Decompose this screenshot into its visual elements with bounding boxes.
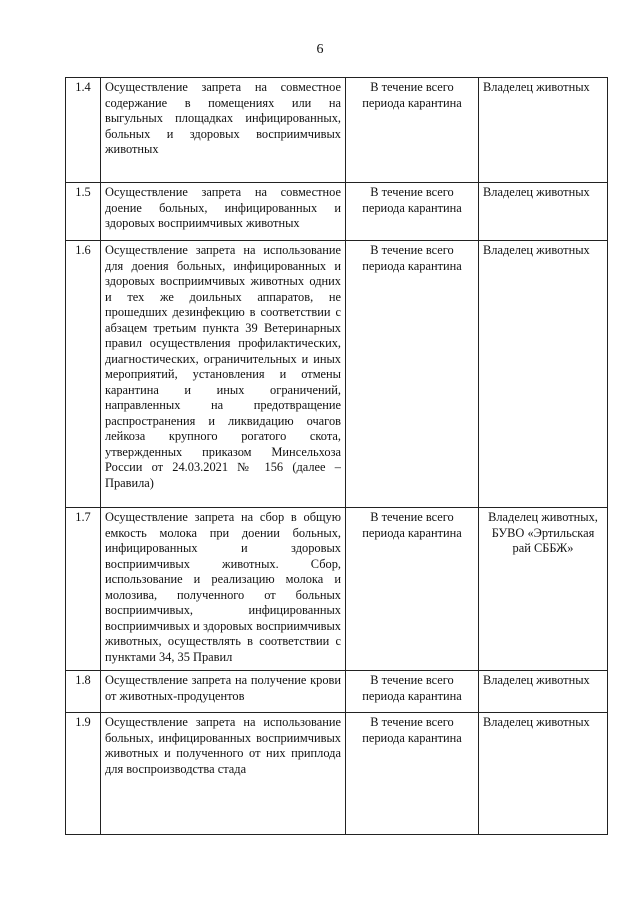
table-row bbox=[66, 241, 608, 508]
responsible-line: БУВО «Эртильская bbox=[491, 525, 595, 540]
measure-text: Осуществление запрета на использование больных, инфицированных восприимчивых животных и полученного от них приплода для воспроизводства стада bbox=[105, 715, 341, 776]
responsible-cell bbox=[479, 671, 608, 713]
term-line: периода карантина bbox=[362, 730, 462, 745]
quarantine-measures-table bbox=[65, 77, 608, 835]
term-cell bbox=[346, 508, 479, 671]
measure-cell bbox=[101, 713, 346, 835]
term-line: периода карантина bbox=[362, 688, 462, 703]
measure-cell bbox=[101, 183, 346, 241]
term-line: периода карантина bbox=[362, 95, 462, 110]
term-line: В течение всего bbox=[370, 673, 454, 687]
row-number: 1.8 bbox=[66, 671, 101, 713]
responsible-line: Владелец животных, bbox=[488, 510, 598, 524]
table-body bbox=[66, 78, 608, 835]
row-number: 1.5 bbox=[66, 183, 101, 241]
responsible-line: Владелец животных bbox=[483, 243, 590, 257]
responsible-line: Владелец животных bbox=[483, 715, 590, 729]
responsible-line: Владелец животных bbox=[483, 80, 590, 94]
row-number: 1.4 bbox=[66, 78, 101, 183]
page-number: 6 bbox=[316, 42, 324, 57]
responsible-line: рай СББЖ» bbox=[512, 541, 574, 555]
table-row bbox=[66, 671, 608, 713]
table-row bbox=[66, 78, 608, 183]
term-cell bbox=[346, 713, 479, 835]
responsible-cell bbox=[479, 508, 608, 671]
measure-cell bbox=[101, 241, 346, 508]
term-line: периода карантина bbox=[362, 258, 462, 273]
measure-cell bbox=[101, 508, 346, 671]
measure-text: Осуществление запрета на совместное доение больных, инфицированных и здоровых восприимчивых животных bbox=[105, 185, 341, 230]
term-cell bbox=[346, 671, 479, 713]
term-line: периода карантина bbox=[362, 200, 462, 215]
responsible-line: Владелец животных bbox=[483, 185, 590, 199]
table-row bbox=[66, 508, 608, 671]
measure-text: Осуществление запрета на сбор в общую емкость молока при доении больных, инфицированных и здоровых восприимчивых животных. Сбор, использование и реализацию молока и молозива, полученного от больных восприимчивых, инфицированных восприимчивых и здоровых восприимчивых животных, осуществлять в соответствии с пунктами 34, 35 Правил bbox=[105, 510, 341, 664]
term-line: В течение всего bbox=[370, 715, 454, 729]
responsible-line: Владелец животных bbox=[483, 673, 590, 687]
term-cell bbox=[346, 241, 479, 508]
term-line: В течение всего bbox=[370, 243, 454, 257]
measure-text: Осуществление запрета на совместное содержание в помещениях или на выгульных площадках инфицированных, больных и здоровых восприимчивых животных bbox=[105, 80, 341, 156]
measure-cell bbox=[101, 78, 346, 183]
row-number: 1.6 bbox=[66, 241, 101, 508]
measure-cell bbox=[101, 671, 346, 713]
responsible-cell bbox=[479, 183, 608, 241]
term-line: В течение всего bbox=[370, 80, 454, 94]
term-line: периода карантина bbox=[362, 525, 462, 540]
measure-text: Осуществление запрета на использование для доения больных, инфицированных и здоровых восприимчивых животных одних и тех же доильных аппаратов, не прошедших дезинфекцию в соответствии с абзацем третьим пункта 39 Ветеринарных правил осуществления профилактических, диагностических, ограничительных и иных мероприятий, установления и отмены карантина и иных ограничений, направленных на предотвращение распространения и ликвидацию очагов лейкоза крупного рогатого скота, утвержденных приказом Минсельхоза России от 24.03.2021 № 156 (далее – Правила) bbox=[105, 243, 341, 490]
responsible-cell bbox=[479, 241, 608, 508]
table-row bbox=[66, 183, 608, 241]
table-row bbox=[66, 713, 608, 835]
term-line: В течение всего bbox=[370, 185, 454, 199]
term-line: В течение всего bbox=[370, 510, 454, 524]
responsible-cell bbox=[479, 78, 608, 183]
measure-text: Осуществление запрета на получение крови от животных-продуцентов bbox=[105, 673, 341, 703]
row-number: 1.7 bbox=[66, 508, 101, 671]
term-cell bbox=[346, 78, 479, 183]
responsible-cell bbox=[479, 713, 608, 835]
term-cell bbox=[346, 183, 479, 241]
row-number: 1.9 bbox=[66, 713, 101, 835]
